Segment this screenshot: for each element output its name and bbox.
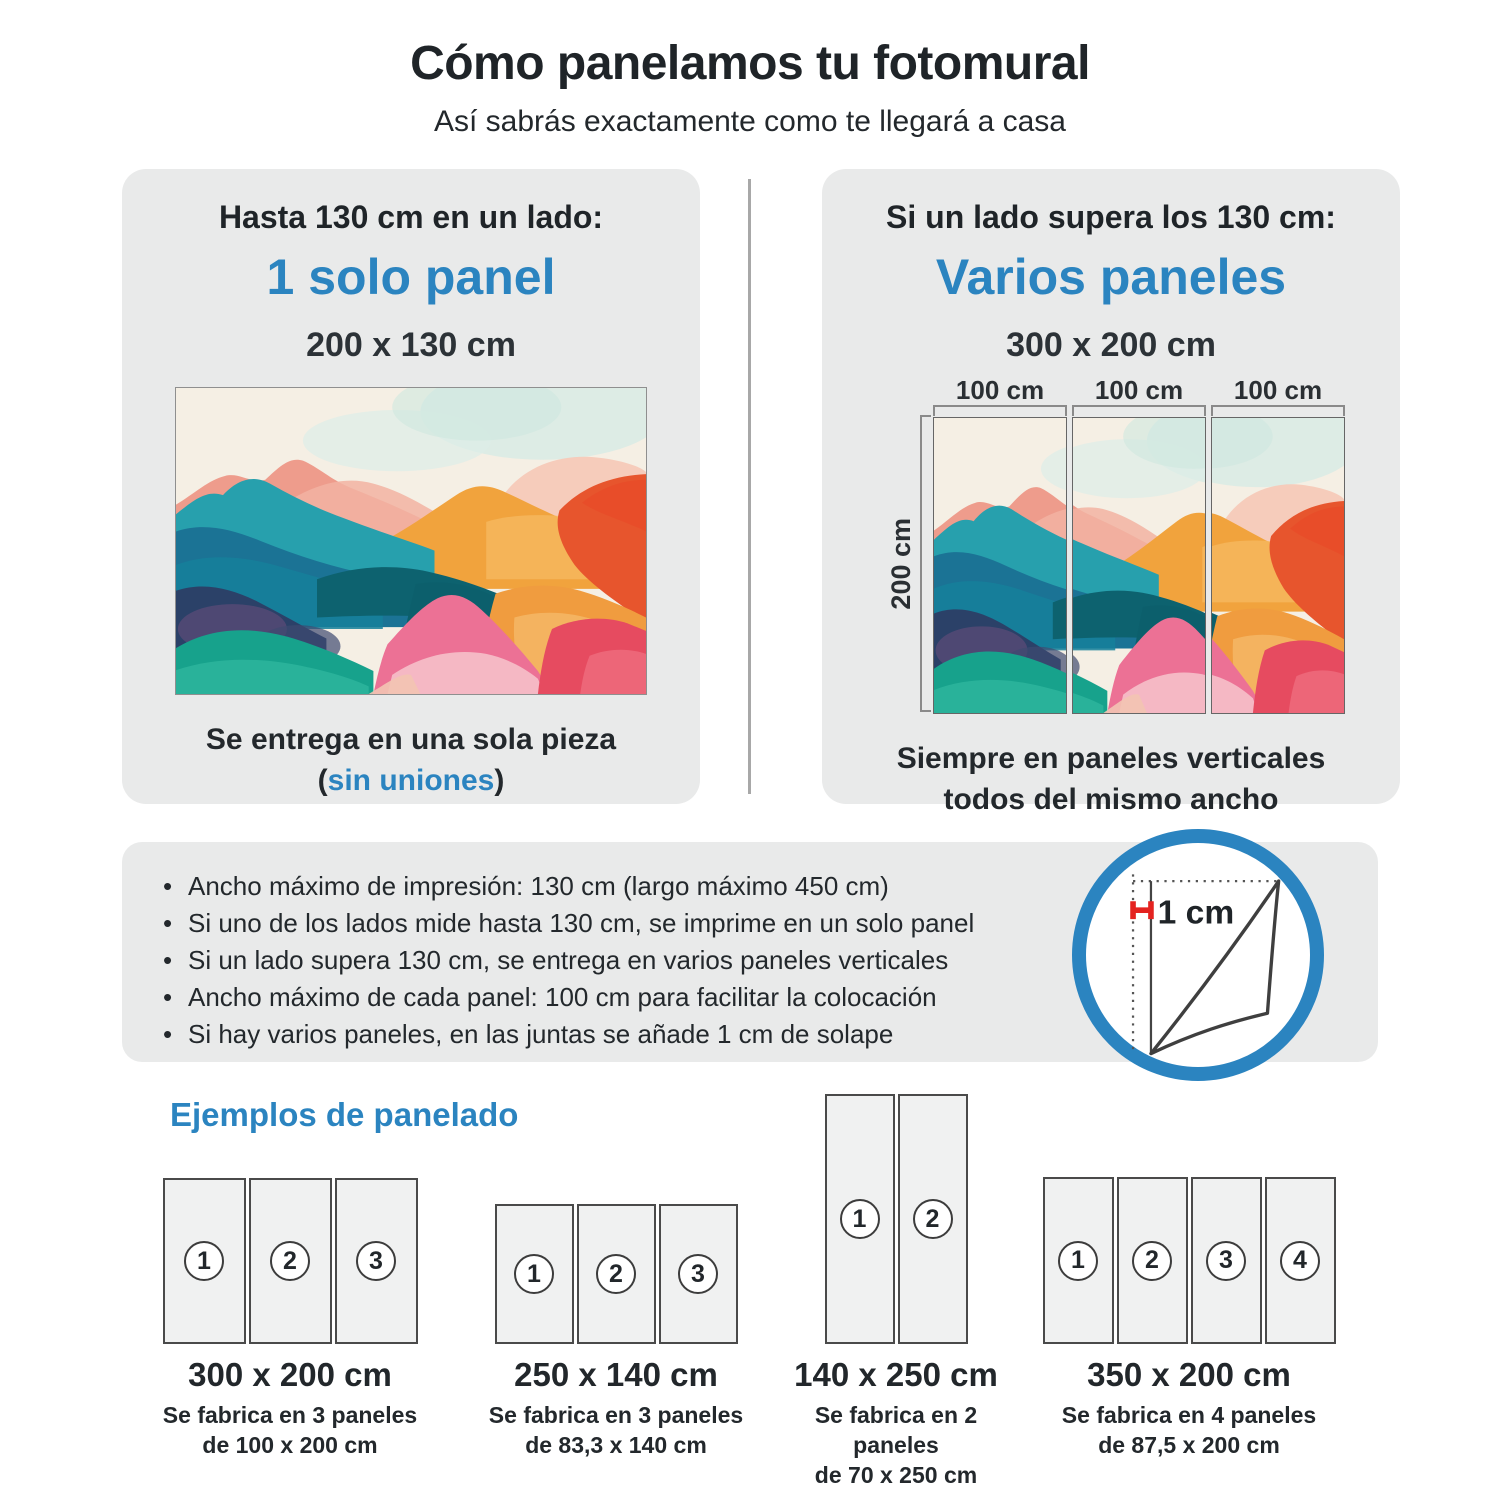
panel-number-badge: 3 bbox=[356, 1241, 396, 1281]
width-dimension-label: 100 cm bbox=[1233, 375, 1323, 405]
overlap-label: 1 cm bbox=[1157, 894, 1235, 932]
caption-line1: Se entrega en una sola pieza bbox=[205, 723, 617, 756]
panel-number-badge: 1 bbox=[840, 1199, 880, 1239]
example-panels bbox=[140, 1178, 440, 1344]
example-panels bbox=[466, 1204, 766, 1344]
example-caption: Se fabrica en 4 paneles de 87,5 x 200 cm bbox=[1061, 1402, 1317, 1458]
example-caption: Se fabrica en 2 paneles de 70 x 250 cm bbox=[814, 1402, 978, 1488]
example-panel bbox=[898, 1094, 968, 1344]
example-size: 300 x 200 cm bbox=[188, 1356, 392, 1393]
example-panels bbox=[1040, 1177, 1338, 1344]
caption-paren-open: ( bbox=[317, 764, 328, 797]
width-dimension-label: 100 cm bbox=[955, 375, 1045, 405]
page-curl-icon bbox=[1086, 843, 1310, 1067]
height-bracket bbox=[920, 415, 931, 712]
page-header bbox=[0, 0, 1500, 139]
example-caption: Se fabrica en 3 paneles de 100 x 200 cm bbox=[162, 1402, 418, 1458]
example-panel bbox=[495, 1204, 574, 1344]
width-dimension-label: 100 cm bbox=[1094, 375, 1184, 405]
example-140x250 bbox=[775, 1094, 1017, 1490]
note-bullet: • Ancho máximo de impresión: 130 cm (largo máximo 450 cm) bbox=[158, 868, 1048, 905]
panel-number-badge: 1 bbox=[514, 1254, 554, 1294]
example-size: 140 x 250 cm bbox=[794, 1356, 998, 1393]
example-panel bbox=[1117, 1177, 1188, 1344]
width-bracket bbox=[933, 405, 1067, 416]
single-panel-condition: Hasta 130 cm en un lado: bbox=[218, 199, 604, 235]
multi-panel-card bbox=[822, 169, 1400, 816]
note-bullet: • Si hay varios paneles, en las juntas se añade 1 cm de solape bbox=[158, 1016, 1048, 1053]
panel-number-badge: 2 bbox=[913, 1199, 953, 1239]
mural-panel-2 bbox=[1072, 417, 1206, 714]
panel-number-badge: 4 bbox=[1280, 1241, 1320, 1281]
caption-paren-close: ) bbox=[494, 764, 505, 797]
panel-options-section bbox=[122, 169, 1400, 816]
vertical-divider bbox=[748, 179, 751, 794]
example-size: 350 x 200 cm bbox=[1087, 1356, 1291, 1393]
mural-image-single bbox=[175, 387, 647, 695]
example-panel bbox=[825, 1094, 895, 1344]
caption-highlight: sin uniones bbox=[327, 764, 495, 797]
multi-panel-headline: Varios paneles bbox=[935, 249, 1287, 305]
panel-number-badge: 2 bbox=[1132, 1241, 1172, 1281]
panel-number-badge: 3 bbox=[678, 1254, 718, 1294]
multi-panel-condition: Si un lado supera los 130 cm: bbox=[886, 199, 1336, 235]
mural-panel-1 bbox=[933, 417, 1067, 714]
example-300x200 bbox=[140, 1178, 440, 1460]
notes-box bbox=[122, 842, 1378, 1062]
caption-line2: todos del mismo ancho bbox=[943, 783, 1279, 816]
height-dimension-label: 200 cm bbox=[886, 517, 916, 610]
width-bracket bbox=[1211, 405, 1345, 416]
example-panel bbox=[659, 1204, 738, 1344]
single-panel-caption bbox=[122, 719, 700, 801]
example-panel bbox=[335, 1178, 418, 1344]
example-size: 250 x 140 cm bbox=[514, 1356, 718, 1393]
example-caption: Se fabrica en 3 paneles de 83,3 x 140 cm bbox=[488, 1402, 744, 1458]
example-panel bbox=[249, 1178, 332, 1344]
example-250x140 bbox=[466, 1204, 766, 1460]
example-panels bbox=[775, 1094, 1017, 1344]
note-bullet: • Ancho máximo de cada panel: 100 cm para facilitar la colocación bbox=[158, 979, 1048, 1016]
example-350x200 bbox=[1040, 1177, 1338, 1460]
note-bullet: • Si un lado supera 130 cm, se entrega en varios paneles verticales bbox=[158, 942, 1048, 979]
panel-number-badge: 3 bbox=[1206, 1241, 1246, 1281]
panel-number-badge: 2 bbox=[270, 1241, 310, 1281]
panel-number-badge: 1 bbox=[184, 1241, 224, 1281]
caption-line1: Siempre en paneles verticales bbox=[896, 742, 1326, 775]
panel-number-badge: 1 bbox=[1058, 1241, 1098, 1281]
example-panel bbox=[1043, 1177, 1114, 1344]
panel-split-diagram bbox=[877, 375, 1345, 714]
single-panel-card bbox=[122, 169, 700, 804]
mural-panel-3 bbox=[1211, 417, 1345, 714]
example-panel bbox=[577, 1204, 656, 1344]
example-panel bbox=[1265, 1177, 1336, 1344]
width-bracket bbox=[1072, 405, 1206, 416]
notes-bullet-list bbox=[158, 868, 1048, 1053]
page-title: Cómo panelamos tu fotomural bbox=[410, 37, 1090, 90]
example-panel bbox=[1191, 1177, 1262, 1344]
examples-section bbox=[0, 1134, 1500, 1488]
examples-heading: Ejemplos de panelado bbox=[170, 1096, 519, 1133]
multi-panel-size: 300 x 200 cm bbox=[1006, 326, 1216, 364]
single-panel-size: 200 x 130 cm bbox=[306, 326, 516, 364]
panel-number-badge: 2 bbox=[596, 1254, 636, 1294]
example-panel bbox=[163, 1178, 246, 1344]
overlap-badge bbox=[1072, 829, 1324, 1081]
multi-panel-caption bbox=[822, 738, 1400, 820]
page-subtitle: Así sabrás exactamente como te llegará a casa bbox=[434, 105, 1066, 138]
note-bullet: • Si uno de los lados mide hasta 130 cm, se imprime en un solo panel bbox=[158, 905, 1048, 942]
single-panel-headline: 1 solo panel bbox=[266, 249, 556, 305]
